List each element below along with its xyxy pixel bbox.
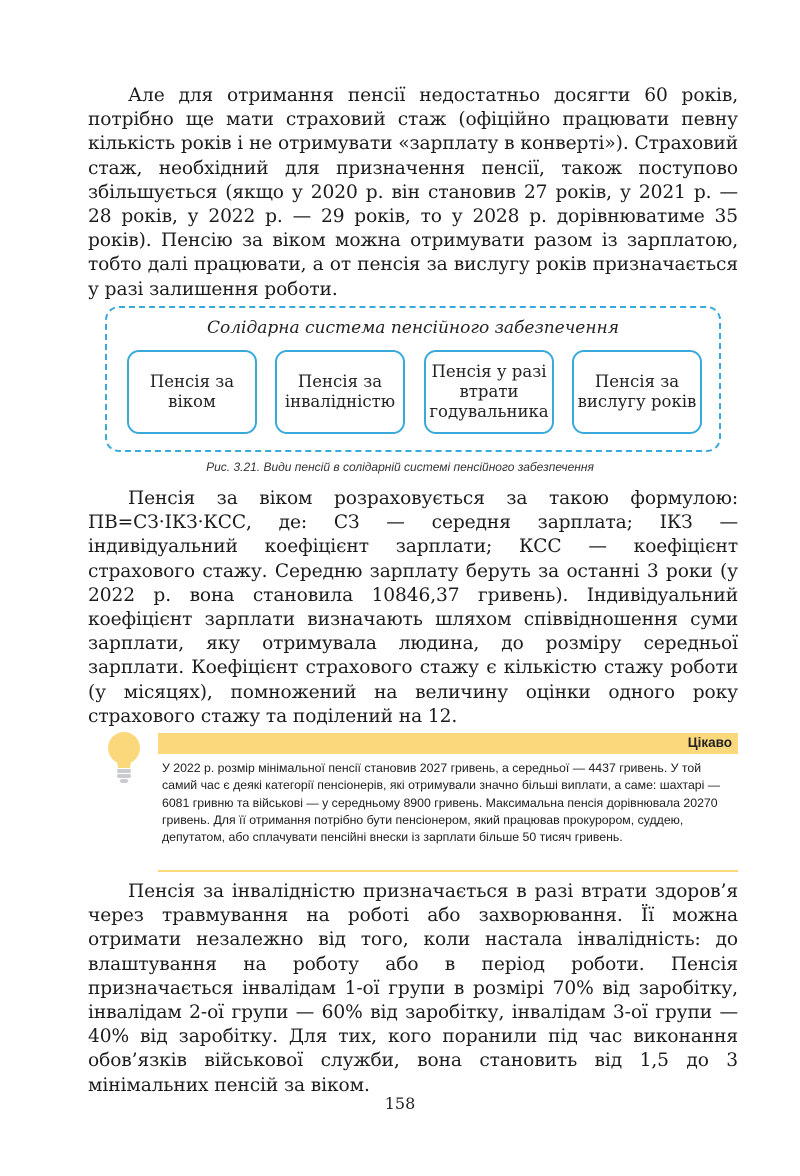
pension-system-diagram xyxy=(105,306,721,452)
paragraph-age-pension-formula: Пенсія за віком розраховується за такою формулою: ПВ=СЗ·ІКЗ·КСС, де: СЗ — середня зарплата; ІКЗ — індивідуальний коефіцієнт зарплати; КСС — коефіцієнт страхового стажу. Середню зарплату беруть за останні 3 роки (у 2022 р. вона становила 10846,37 гривень). Індивідуальний коефіцієнт зарплати визначають шляхом співвідношення суми зарплати, яку отримувала людина, до розміру середньої зарплати. Коефіцієнт страхового стажу є кількістю стажу роботи (у місяцях), помножений на величину оцінки одного року страхового стажу та поділений на 12. xyxy=(88,488,738,727)
box-age-pension: Пенсія за віком xyxy=(127,350,257,434)
tip-header xyxy=(158,733,738,754)
box-disability-pension: Пенсія за інвалідністю xyxy=(275,350,405,434)
paragraph-pension-experience: Але для отримання пенсії недостатньо досягти 60 років, потрібно ще мати страховий стаж (офіційно працювати певну кількість років і не отримувати «зарплату в конверті»). Страховий стаж, необхідний для призначення пенсії, також поступово збільшується (якщо у 2020 р. він становив 27 років, у 2021 р. — 28 років, у 2022 р. — 29 років, то у 2028 р. дорівнюватиме 35 років). Пенсію за віком можна отримувати разом із зарплатою, тобто далі працювати, а от пенсія за вислугу років призначається у разі залишення роботи. xyxy=(88,85,738,300)
tip-label: Цікаво xyxy=(687,735,732,750)
box-survivor-pension: Пенсія у разі втрати годувальника xyxy=(424,350,554,434)
paragraph-disability-pension: Пенсія за інвалідністю призначається в разі втрати здоров’я через травмування на роботі або захворювання. Її можна отримати незалежно від того, коли настала інвалідність: до влаштування на роботу або в період роботи. Пенсія призначається інвалідам 1-ої групи в розмірі 70% від заробітку, інвалідам 2-ої групи — 60% від заробітку, інвалідам 3-ої групи — 40% від заробітку. Для тих, кого поранили під час виконання обов’язків військової служби, вона становить від 1,5 до 3 мінімальних пенсій за віком. xyxy=(88,881,738,1096)
tip-text: У 2022 р. розмір мінімальної пенсії становив 2027 гривень, а середньої — 4437 гривень. У той самий час є деякі категорії пенсіонерів, які отримували значно більші виплати, а саме: шахтарі — 6081 гривню та військові — у середньому 8900 гривень. Максимальна пенсія дорівнювала 20270 гривень. Для її отримання потрібно бути пенсіонером, який працював прокурором, суддею, депутатом, або сплачувати пенсійні внески із зарплати більше 50 тисяч гривень. xyxy=(162,761,721,845)
page-number: 158 xyxy=(384,1094,416,1113)
tip-divider xyxy=(158,870,738,872)
diagram-title: Солідарна система пенсійного забезпечення xyxy=(206,318,620,338)
figure-caption: Рис. 3.21. Види пенсій в солідарній системі пенсійного забезпечення xyxy=(206,460,594,474)
box-service-pension: Пенсія за вислугу років xyxy=(572,350,702,434)
lightbulb-icon xyxy=(104,730,144,786)
